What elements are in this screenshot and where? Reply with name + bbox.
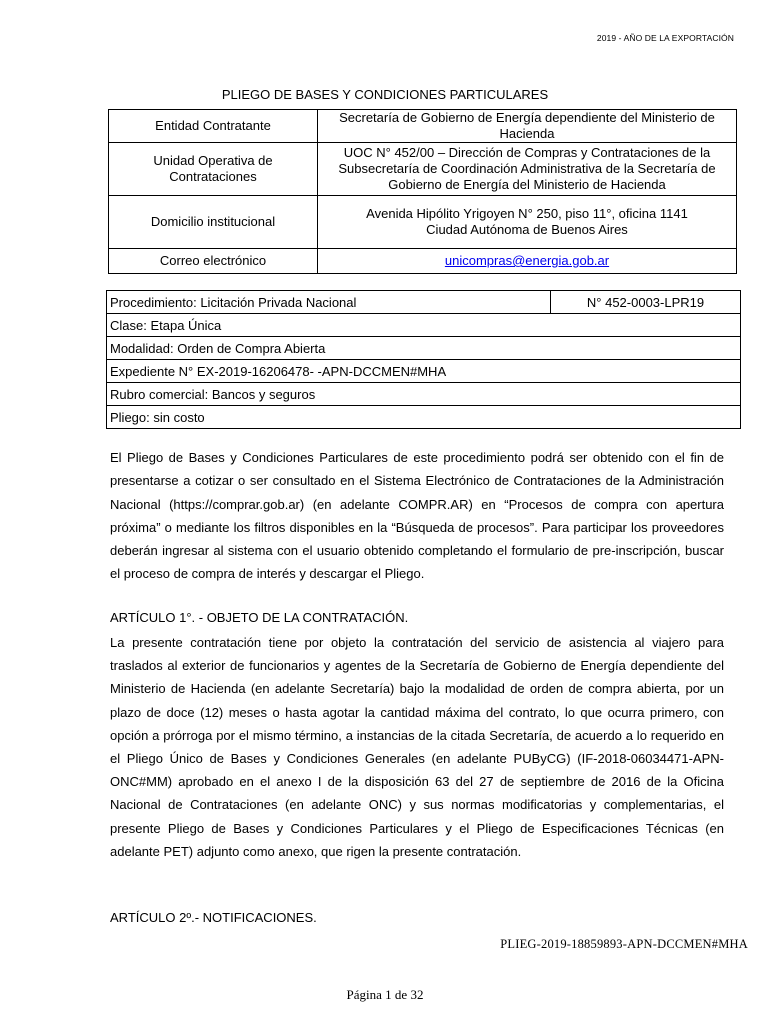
- entity-label: Entidad Contratante: [109, 110, 318, 143]
- procedure-category: Rubro comercial: Bancos y seguros: [107, 383, 741, 406]
- document-title: PLIEGO DE BASES Y CONDICIONES PARTICULARES: [221, 87, 549, 102]
- table-row: [109, 196, 737, 249]
- procedure-type: Procedimiento: Licitación Privada Nacional: [107, 291, 551, 314]
- procedure-cost: Pliego: sin costo: [107, 406, 741, 429]
- address-line-2: Ciudad Autónoma de Buenos Aires: [426, 222, 628, 237]
- table-row: [107, 383, 741, 406]
- entity-value: Secretaría de Gobierno de Energía dependiente del Ministerio de Hacienda: [318, 110, 737, 143]
- article-2-heading: ARTÍCULO 2º.- NOTIFICACIONES.: [110, 910, 317, 925]
- table-row: [109, 143, 737, 196]
- table-row: [107, 291, 741, 314]
- email-label: Correo electrónico: [109, 249, 318, 274]
- document-reference: PLIEG-2019-18859893-APN-DCCMEN#MHA: [500, 937, 748, 951]
- email-cell: [318, 249, 737, 274]
- article-1-body: La presente contratación tiene por objeto la contratación del servicio de asistencia al viajero para traslados al exterior de funcionarios y agentes de la Secretaría de Gobierno de Energía dependiente del Ministerio de Hacienda (en adelante Secretaría) bajo la modalidad de orden de compra abierta, por un plazo de doce (12) meses o hasta agotar la cantidad máxima del contrato, lo que ocurra primero, con opción a prórroga por el mismo término, a instancias de la citada Secretaría, de acuerdo a lo requerido en el Pliego Único de Bases y Condiciones Generales (en adelante PUByCG) (IF-2018-06034471-APN-ONC#MM) aprobado en el anexo I de la disposición 63 del 27 de septiembre de 2016 de la Oficina Nacional de Contrataciones (en adelante ONC) y sus normas modificatorias y complementarias, el presente Pliego de Bases y Condiciones Particulares y el Pliego de Especificaciones Técnicas (en adelante PET) adjunto como anexo, que rigen la presente contratación.: [110, 635, 724, 859]
- procedure-modality: Modalidad: Orden de Compra Abierta: [107, 337, 741, 360]
- address-label: Domicilio institucional: [109, 196, 318, 249]
- table-row: [109, 249, 737, 274]
- table-row: [107, 337, 741, 360]
- operative-unit-value: UOC N° 452/00 – Dirección de Compras y Contrataciones de la Subsecretaría de Coordinación Administrativa de la Secretaría de Gobierno de Energía del Ministerio de Hacienda: [318, 143, 737, 196]
- table-row: [107, 360, 741, 383]
- procedure-class: Clase: Etapa Única: [107, 314, 741, 337]
- email-link[interactable]: unicompras@energia.gob.ar: [444, 253, 610, 268]
- procedure-table: [106, 290, 741, 429]
- procedure-file-number: Expediente N° EX-2019-16206478- -APN-DCCMEN#MHA: [107, 360, 741, 383]
- address-value: [318, 196, 737, 249]
- page-number: Página 1 de 32: [346, 987, 424, 1002]
- header-year-label: 2019 - AÑO DE LA EXPORTACIÓN: [596, 33, 734, 43]
- address-line-1: Avenida Hipólito Yrigoyen N° 250, piso 11°, oficina 1141: [366, 206, 688, 221]
- entity-table: [108, 109, 737, 274]
- procedure-number: N° 452-0003-LPR19: [551, 291, 741, 314]
- article-1-heading: ARTÍCULO 1°. - OBJETO DE LA CONTRATACIÓN.: [110, 610, 409, 625]
- table-row: [107, 406, 741, 429]
- table-row: [109, 110, 737, 143]
- table-row: [107, 314, 741, 337]
- intro-paragraph: El Pliego de Bases y Condiciones Particulares de este procedimiento podrá ser obtenido con el fin de presentarse a cotizar o ser consultado en el Sistema Electrónico de Contrataciones de la Administración Nacional (https://comprar.gob.ar) (en adelante COMPR.AR) en “Procesos de compra con apertura próxima” o mediante los filtros disponibles en la “Búsqueda de procesos”. Para participar los proveedores deberán ingresar al sistema con el usuario obtenido completando el formulario de pre-inscripción, buscar el proceso de compra de interés y descargar el Pliego.: [110, 450, 724, 582]
- operative-unit-label: Unidad Operativa de Contrataciones: [109, 143, 318, 196]
